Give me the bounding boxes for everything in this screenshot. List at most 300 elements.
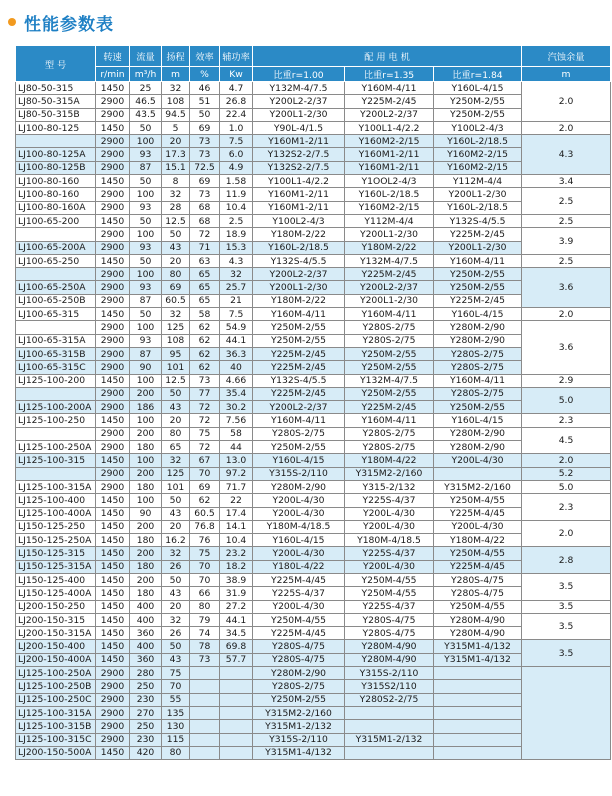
- data-cell: 2900: [96, 268, 130, 281]
- data-cell: 87: [130, 161, 162, 174]
- data-cell: 100: [130, 454, 162, 467]
- data-cell: Y315S-2/110: [253, 733, 345, 746]
- data-cell: Y225M-4/45: [434, 507, 522, 520]
- data-cell: 250: [130, 720, 162, 733]
- data-cell: 1450: [96, 82, 130, 95]
- data-cell: 2900: [96, 401, 130, 414]
- data-cell: Y250M-2/55: [345, 347, 434, 360]
- npsh-cell: 2.9: [522, 374, 611, 387]
- data-cell: 200: [130, 467, 162, 480]
- data-cell: Y250M-4/55: [434, 494, 522, 507]
- data-cell: [434, 667, 522, 680]
- data-cell: 80: [162, 268, 190, 281]
- table-row: [16, 480, 611, 493]
- data-cell: 2900: [96, 387, 130, 400]
- data-cell: 50: [162, 228, 190, 241]
- data-cell: Y280S-4/75: [253, 640, 345, 653]
- data-cell: Y180M-4/18.5: [345, 534, 434, 547]
- model-cell: LJ100-80-160: [16, 188, 96, 201]
- data-cell: 32: [162, 188, 190, 201]
- data-cell: Y250M-2/55: [253, 441, 345, 454]
- data-cell: 50: [130, 308, 162, 321]
- data-cell: Y180M-4/22: [345, 454, 434, 467]
- data-cell: Y200L-4/30: [434, 454, 522, 467]
- data-cell: Y200L2-2/37: [253, 401, 345, 414]
- data-cell: Y200L1-2/30: [345, 228, 434, 241]
- data-cell: Y280M-2/90: [253, 480, 345, 493]
- data-cell: Y160L-2/18.5: [434, 201, 522, 214]
- data-cell: 420: [130, 746, 162, 759]
- table-row: [16, 334, 611, 347]
- data-cell: 80: [190, 600, 220, 613]
- model-cell: [16, 427, 96, 440]
- data-cell: Y250M-2/55: [345, 387, 434, 400]
- data-cell: 180: [130, 441, 162, 454]
- data-cell: Y315M2-2/160: [253, 706, 345, 719]
- data-cell: Y132S-4/5.5: [253, 254, 345, 267]
- header-npsh-unit: m: [522, 67, 611, 82]
- model-cell: LJ100-65-315C: [16, 361, 96, 374]
- data-cell: Y160L-2/18.5: [434, 135, 522, 148]
- data-cell: Y250M-2/55: [253, 334, 345, 347]
- table-row: [16, 746, 611, 759]
- header-power-unit: Kw: [220, 67, 253, 82]
- data-cell: 15.1: [162, 161, 190, 174]
- npsh-cell: [522, 667, 611, 760]
- data-cell: 70: [190, 560, 220, 573]
- npsh-cell: 2.0: [522, 308, 611, 321]
- model-cell: [16, 268, 96, 281]
- data-cell: 11.9: [220, 188, 253, 201]
- data-cell: 62: [190, 494, 220, 507]
- data-cell: 130: [162, 720, 190, 733]
- data-cell: 2900: [96, 228, 130, 241]
- data-cell: 90: [130, 507, 162, 520]
- data-cell: 69.8: [220, 640, 253, 653]
- model-cell: LJ100-65-200A: [16, 241, 96, 254]
- data-cell: Y180M-2/22: [253, 294, 345, 307]
- data-cell: 1450: [96, 374, 130, 387]
- data-cell: Y180M-2/22: [253, 228, 345, 241]
- data-cell: Y100L1-4/2.2: [253, 175, 345, 188]
- npsh-cell: 5.0: [522, 387, 611, 414]
- table-row: [16, 241, 611, 254]
- data-cell: 93: [130, 148, 162, 161]
- data-cell: 32: [162, 82, 190, 95]
- npsh-cell: 2.5: [522, 188, 611, 215]
- data-cell: 25: [130, 82, 162, 95]
- data-cell: 200: [130, 547, 162, 560]
- model-cell: [16, 387, 96, 400]
- data-cell: 43: [162, 241, 190, 254]
- data-cell: Y180M-4/18.5: [253, 520, 345, 533]
- data-cell: 100: [130, 494, 162, 507]
- data-cell: 2900: [96, 733, 130, 746]
- data-cell: 22.4: [220, 108, 253, 121]
- data-cell: 50: [190, 108, 220, 121]
- header-speed-unit: r/min: [96, 67, 130, 82]
- table-row: [16, 201, 611, 214]
- npsh-cell: 2.8: [522, 547, 611, 574]
- data-cell: Y225M-4/45: [253, 627, 345, 640]
- data-cell: 69: [190, 121, 220, 134]
- data-cell: 32: [162, 613, 190, 626]
- data-cell: 2900: [96, 321, 130, 334]
- data-cell: Y225M-2/45: [345, 401, 434, 414]
- model-cell: LJ100-80-160: [16, 175, 96, 188]
- data-cell: 32: [162, 547, 190, 560]
- data-cell: 180: [130, 534, 162, 547]
- data-cell: Y160M2-2/15: [345, 201, 434, 214]
- table-row: [16, 627, 611, 640]
- data-cell: 100: [130, 321, 162, 334]
- data-cell: Y250M-2/55: [253, 321, 345, 334]
- data-cell: 200: [130, 520, 162, 533]
- data-cell: 200: [130, 387, 162, 400]
- data-cell: Y225M-4/45: [434, 560, 522, 573]
- data-cell: [190, 733, 220, 746]
- data-cell: Y200L1-2/30: [253, 108, 345, 121]
- data-cell: Y225M-2/45: [345, 95, 434, 108]
- table-row: [16, 520, 611, 533]
- model-cell: LJ125-100-250B: [16, 680, 96, 693]
- table-row: [16, 706, 611, 719]
- data-cell: 101: [162, 361, 190, 374]
- header-model: 型 号: [16, 46, 96, 82]
- model-cell: LJ150-125-315: [16, 547, 96, 560]
- header-eff-unit: %: [190, 67, 220, 82]
- data-cell: Y160M2-2/15: [345, 135, 434, 148]
- data-cell: 71.7: [220, 480, 253, 493]
- data-cell: 76.8: [190, 520, 220, 533]
- data-cell: 1450: [96, 547, 130, 560]
- data-cell: 36.3: [220, 347, 253, 360]
- table-body: [16, 82, 611, 760]
- npsh-cell: 3.5: [522, 640, 611, 667]
- model-cell: LJ100-80-125A: [16, 148, 96, 161]
- data-cell: 1450: [96, 414, 130, 427]
- data-cell: 32: [220, 268, 253, 281]
- data-cell: Y250M-2/55: [434, 281, 522, 294]
- table-row: [16, 467, 611, 480]
- model-cell: LJ125-100-315A: [16, 706, 96, 719]
- data-cell: 43: [162, 507, 190, 520]
- data-cell: Y160M1-2/11: [253, 188, 345, 201]
- data-cell: 72: [190, 401, 220, 414]
- table-row: [16, 281, 611, 294]
- data-cell: 27.2: [220, 600, 253, 613]
- data-cell: 44.1: [220, 613, 253, 626]
- data-cell: Y315S-2/110: [253, 467, 345, 480]
- header-power: 辅功率: [220, 46, 253, 67]
- model-cell: LJ125-100-400: [16, 494, 96, 507]
- data-cell: 400: [130, 613, 162, 626]
- data-cell: [434, 467, 522, 480]
- data-cell: 1450: [96, 520, 130, 533]
- model-cell: LJ125-100-315A: [16, 480, 96, 493]
- title-row: [8, 10, 114, 34]
- data-cell: Y315M1-2/132: [253, 720, 345, 733]
- table-row: [16, 308, 611, 321]
- data-cell: 101: [162, 480, 190, 493]
- npsh-cell: 3.5: [522, 600, 611, 613]
- data-cell: 5: [162, 121, 190, 134]
- data-cell: Y315M1-4/132: [434, 653, 522, 666]
- data-cell: Y280S-4/75: [434, 573, 522, 586]
- data-cell: 4.66: [220, 374, 253, 387]
- table-row: [16, 733, 611, 746]
- npsh-cell: 3.6: [522, 268, 611, 308]
- model-cell: LJ125-100-250A: [16, 667, 96, 680]
- npsh-cell: 3.5: [522, 613, 611, 640]
- data-cell: 23.2: [220, 547, 253, 560]
- data-cell: 1450: [96, 175, 130, 188]
- table-row: [16, 135, 611, 148]
- data-cell: 73: [190, 188, 220, 201]
- data-cell: Y315M1-4/132: [434, 640, 522, 653]
- data-cell: [220, 680, 253, 693]
- data-cell: 4.7: [220, 82, 253, 95]
- data-cell: 1450: [96, 627, 130, 640]
- data-cell: Y160M-4/11: [253, 308, 345, 321]
- model-cell: LJ100-80-125B: [16, 161, 96, 174]
- data-cell: 62: [190, 334, 220, 347]
- data-cell: [434, 693, 522, 706]
- data-cell: [220, 706, 253, 719]
- data-cell: Y250M-2/55: [434, 108, 522, 121]
- data-cell: Y180M-2/22: [345, 241, 434, 254]
- data-cell: 108: [162, 95, 190, 108]
- data-cell: 73: [190, 653, 220, 666]
- data-cell: Y100L2-4/3: [434, 121, 522, 134]
- data-cell: 44: [220, 441, 253, 454]
- data-cell: 20: [162, 600, 190, 613]
- data-cell: 2900: [96, 294, 130, 307]
- data-cell: Y280S-2/75: [345, 441, 434, 454]
- data-cell: Y200L-4/30: [345, 520, 434, 533]
- table-row: [16, 121, 611, 134]
- data-cell: [220, 693, 253, 706]
- performance-table: [15, 45, 611, 760]
- data-cell: Y225M-2/45: [434, 294, 522, 307]
- model-cell: LJ150-125-315A: [16, 560, 96, 573]
- data-cell: Y280S-2/75: [434, 347, 522, 360]
- data-cell: Y200L2-2/37: [345, 108, 434, 121]
- data-cell: 62: [190, 347, 220, 360]
- data-cell: 26: [162, 627, 190, 640]
- data-cell: Y280M-4/90: [434, 613, 522, 626]
- data-cell: 34.5: [220, 627, 253, 640]
- data-cell: 20: [162, 254, 190, 267]
- data-cell: 2900: [96, 467, 130, 480]
- data-cell: Y315M2-2/160: [345, 467, 434, 480]
- data-cell: 2900: [96, 241, 130, 254]
- data-cell: Y200L2-2/37: [345, 281, 434, 294]
- table-row: [16, 175, 611, 188]
- table-row: [16, 573, 611, 586]
- data-cell: 58: [190, 308, 220, 321]
- header-head-unit: m: [162, 67, 190, 82]
- data-cell: Y100L2-4/3: [253, 214, 345, 227]
- data-cell: Y160M-4/11: [345, 414, 434, 427]
- data-cell: 50: [162, 494, 190, 507]
- data-cell: Y160M-4/11: [345, 82, 434, 95]
- data-cell: 100: [130, 228, 162, 241]
- data-cell: Y160M1-2/11: [345, 161, 434, 174]
- data-cell: Y225M-2/45: [253, 361, 345, 374]
- table-row: [16, 547, 611, 560]
- page-title: 性能参数表: [24, 14, 114, 35]
- header-speed: 转速: [96, 46, 130, 67]
- data-cell: 1450: [96, 640, 130, 653]
- data-cell: 50: [130, 121, 162, 134]
- data-cell: 6.0: [220, 148, 253, 161]
- data-cell: 35.4: [220, 387, 253, 400]
- data-cell: 7.5: [220, 135, 253, 148]
- table-row: [16, 693, 611, 706]
- model-cell: LJ125-100-200: [16, 374, 96, 387]
- npsh-cell: 2.0: [522, 454, 611, 467]
- data-cell: Y160M-4/11: [253, 414, 345, 427]
- data-cell: Y1OOL2-4/3: [345, 175, 434, 188]
- data-cell: 25.7: [220, 281, 253, 294]
- data-cell: 93: [130, 281, 162, 294]
- table-row: [16, 347, 611, 360]
- table-row: [16, 720, 611, 733]
- data-cell: Y280S-4/75: [434, 587, 522, 600]
- data-cell: Y132S2-2/7.5: [253, 161, 345, 174]
- data-cell: 28: [162, 201, 190, 214]
- data-cell: 2900: [96, 281, 130, 294]
- data-cell: 100: [130, 374, 162, 387]
- data-cell: 73: [190, 148, 220, 161]
- data-cell: 186: [130, 401, 162, 414]
- table-row: [16, 667, 611, 680]
- data-cell: Y315M1-2/132: [345, 733, 434, 746]
- data-cell: 77: [190, 387, 220, 400]
- data-cell: 100: [130, 188, 162, 201]
- model-cell: LJ200-150-250: [16, 600, 96, 613]
- data-cell: 4.9: [220, 161, 253, 174]
- data-cell: 13.0: [220, 454, 253, 467]
- header-motor-r1: 比重r=1.00: [253, 67, 345, 82]
- model-cell: LJ100-65-250B: [16, 294, 96, 307]
- data-cell: 63: [190, 254, 220, 267]
- data-cell: 1450: [96, 254, 130, 267]
- data-cell: [190, 720, 220, 733]
- data-cell: 2900: [96, 108, 130, 121]
- data-cell: Y160M-4/11: [434, 254, 522, 267]
- table-row: [16, 441, 611, 454]
- data-cell: 79: [190, 613, 220, 626]
- data-cell: 2900: [96, 188, 130, 201]
- data-cell: Y160M1-2/11: [253, 201, 345, 214]
- data-cell: [434, 680, 522, 693]
- data-cell: Y112M-4/4: [345, 214, 434, 227]
- data-cell: 1450: [96, 587, 130, 600]
- data-cell: 250: [130, 680, 162, 693]
- data-cell: 80: [162, 746, 190, 759]
- data-cell: Y160M1-2/11: [345, 148, 434, 161]
- header-head: 扬程: [162, 46, 190, 67]
- data-cell: Y315M1-4/132: [253, 746, 345, 759]
- data-cell: 72: [190, 414, 220, 427]
- data-cell: 100: [130, 268, 162, 281]
- data-cell: 40: [220, 361, 253, 374]
- data-cell: [190, 667, 220, 680]
- data-cell: Y200L1-2/30: [434, 241, 522, 254]
- data-cell: 1450: [96, 560, 130, 573]
- data-cell: [190, 680, 220, 693]
- data-cell: Y280M-4/90: [345, 640, 434, 653]
- model-cell: LJ125-100-250: [16, 414, 96, 427]
- model-cell: LJ150-125-400A: [16, 587, 96, 600]
- data-cell: Y200L1-2/30: [434, 188, 522, 201]
- table-row: [16, 268, 611, 281]
- data-cell: Y225M-2/45: [434, 228, 522, 241]
- data-cell: 1450: [96, 653, 130, 666]
- data-cell: 2900: [96, 95, 130, 108]
- data-cell: 31.9: [220, 587, 253, 600]
- data-cell: [345, 720, 434, 733]
- table-row: [16, 587, 611, 600]
- data-cell: 73: [190, 135, 220, 148]
- data-cell: 400: [130, 600, 162, 613]
- table-row: [16, 82, 611, 95]
- model-cell: LJ200-150-315: [16, 613, 96, 626]
- npsh-cell: 2.3: [522, 494, 611, 521]
- data-cell: 60.5: [162, 294, 190, 307]
- data-cell: 15.3: [220, 241, 253, 254]
- data-cell: 1450: [96, 600, 130, 613]
- header-npsh: 汽蚀余量: [522, 46, 611, 67]
- data-cell: 200: [130, 427, 162, 440]
- table-row: [16, 214, 611, 227]
- data-cell: Y250M-2/55: [434, 401, 522, 414]
- data-cell: Y160M-4/11: [434, 374, 522, 387]
- npsh-cell: 3.5: [522, 573, 611, 600]
- data-cell: Y132M-4/7.5: [345, 374, 434, 387]
- data-cell: Y280S-2/75: [345, 427, 434, 440]
- data-cell: Y132S2-2/7.5: [253, 148, 345, 161]
- data-cell: 32: [162, 454, 190, 467]
- data-cell: 1450: [96, 121, 130, 134]
- data-cell: Y225S-4/37: [345, 494, 434, 507]
- npsh-cell: 2.5: [522, 214, 611, 227]
- data-cell: 1450: [96, 534, 130, 547]
- data-cell: 2900: [96, 361, 130, 374]
- data-cell: 2900: [96, 680, 130, 693]
- data-cell: 60.5: [190, 507, 220, 520]
- model-cell: [16, 467, 96, 480]
- data-cell: Y225M-4/45: [253, 573, 345, 586]
- data-cell: Y200L-4/30: [434, 520, 522, 533]
- data-cell: 73: [190, 374, 220, 387]
- model-cell: LJ100-65-200: [16, 214, 96, 227]
- data-cell: 1450: [96, 507, 130, 520]
- data-cell: 20: [162, 135, 190, 148]
- table-row: [16, 401, 611, 414]
- header-motor: 配 用 电 机: [253, 46, 522, 67]
- data-cell: Y160M-4/11: [345, 308, 434, 321]
- data-cell: [220, 746, 253, 759]
- data-cell: Y280S2-2/75: [345, 693, 434, 706]
- data-cell: 125: [162, 321, 190, 334]
- table-row: [16, 427, 611, 440]
- data-cell: 62: [190, 361, 220, 374]
- data-cell: 14.1: [220, 520, 253, 533]
- data-cell: Y200L-4/30: [345, 560, 434, 573]
